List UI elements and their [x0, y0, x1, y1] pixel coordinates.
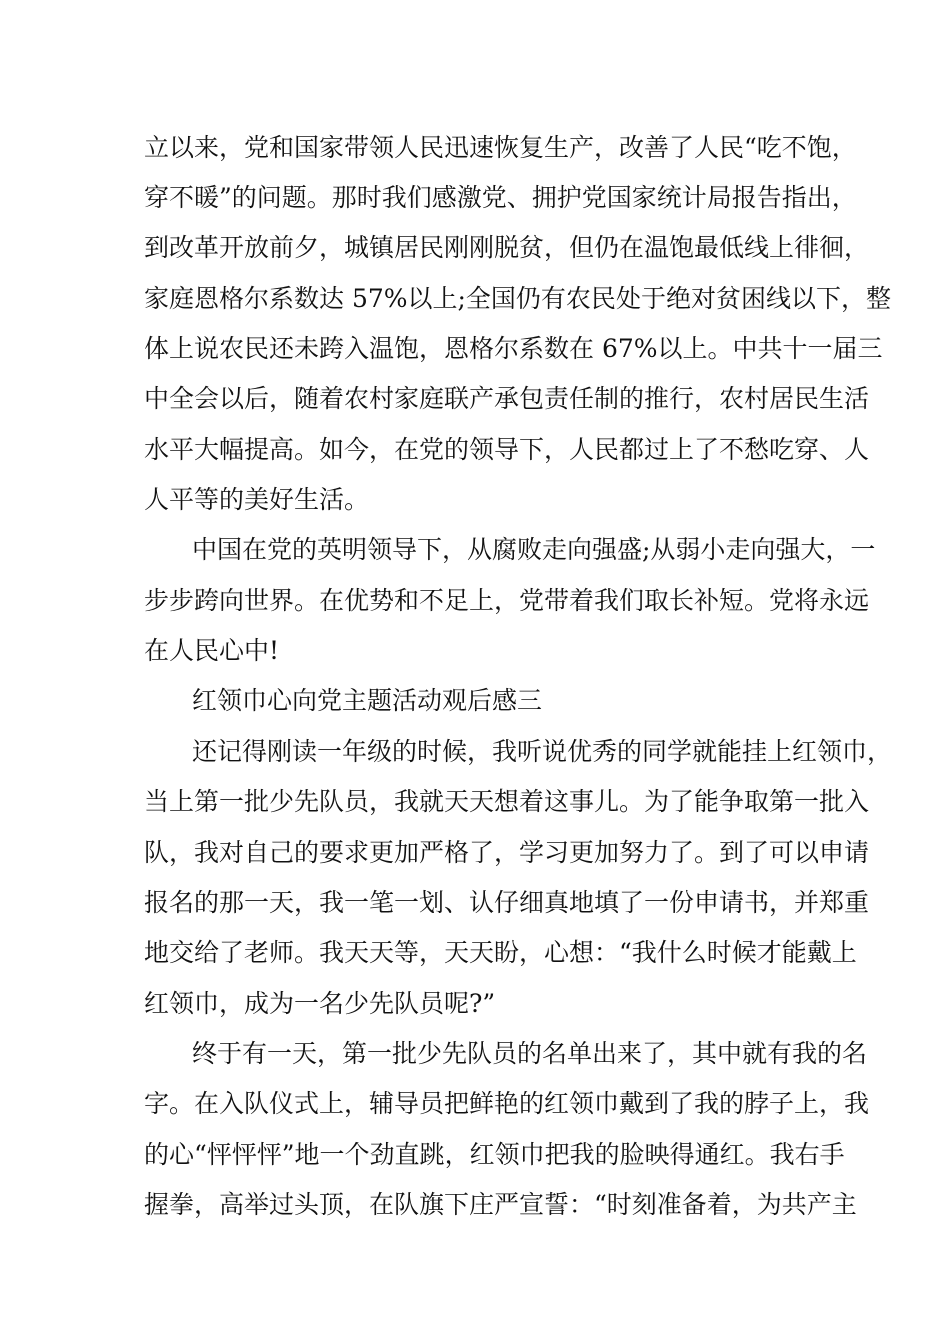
- section-heading: 红领巾心向党主题活动观后感三: [192, 686, 543, 715]
- text-line: 地交给了老师。我天天等，天天盼，心想：“我什么时候才能戴上: [144, 938, 857, 967]
- text-line: 队，我对自己的要求更加严格了，学习更加努力了。到了可以申请: [144, 838, 870, 867]
- text-line: 字。在入队仪式上，辅导员把鲜艳的红领巾戴到了我的脖子上，我: [144, 1089, 870, 1118]
- text-line: 还记得刚读一年级的时候，我听说优秀的同学就能挂上红领巾，: [192, 737, 893, 766]
- text-line: 终于有一天，第一批少先队员的名单出来了，其中就有我的名: [192, 1039, 868, 1068]
- text-line: 中全会以后，随着农村家庭联产承包责任制的推行，农村居民生活: [144, 384, 870, 413]
- text-line: 人平等的美好生活。: [144, 485, 370, 514]
- text-line: 报名的那一天，我一笔一划、认仔细真地填了一份申请书，并郑重: [144, 888, 870, 917]
- text-line: 家庭恩格尔系数达 57%以上;全国仍有农民处于绝对贫困线以下，整: [144, 284, 891, 313]
- text-line: 握拳，高举过头顶，在队旗下庄严宣誓：“时刻准备着，为共产主: [144, 1190, 857, 1219]
- text-line: 红领巾，成为一名少先队员呢?”: [144, 989, 496, 1018]
- text-line: 穿不暖”的问题。那时我们感激党、拥护党国家统计局报告指出，: [144, 183, 857, 212]
- text-line: 体上说农民还未跨入温饱，恩格尔系数在 67%以上。中共十一届三: [144, 334, 883, 363]
- text-line: 在人民心中!: [144, 636, 280, 665]
- text-line: 到改革开放前夕，城镇居民刚刚脱贫，但仍在温饱最低线上徘徊，: [144, 233, 870, 262]
- text-line: 当上第一批少先队员，我就天天想着这事儿。为了能争取第一批入: [144, 787, 870, 816]
- text-line: 步步跨向世界。在优势和不足上，党带着我们取长补短。党将永远: [144, 586, 870, 615]
- text-line: 立以来，党和国家带领人民迅速恢复生产，改善了人民“吃不饱，: [144, 133, 857, 162]
- text-line: 中国在党的英明领导下，从腐败走向强盛;从弱小走向强大，一: [192, 535, 876, 564]
- text-line: 的心“怦怦怦”地一个劲直跳，红领巾把我的脸映得通红。我右手: [144, 1140, 845, 1169]
- text-line: 水平大幅提高。如今，在党的领导下，人民都过上了不愁吃穿、人: [144, 435, 870, 464]
